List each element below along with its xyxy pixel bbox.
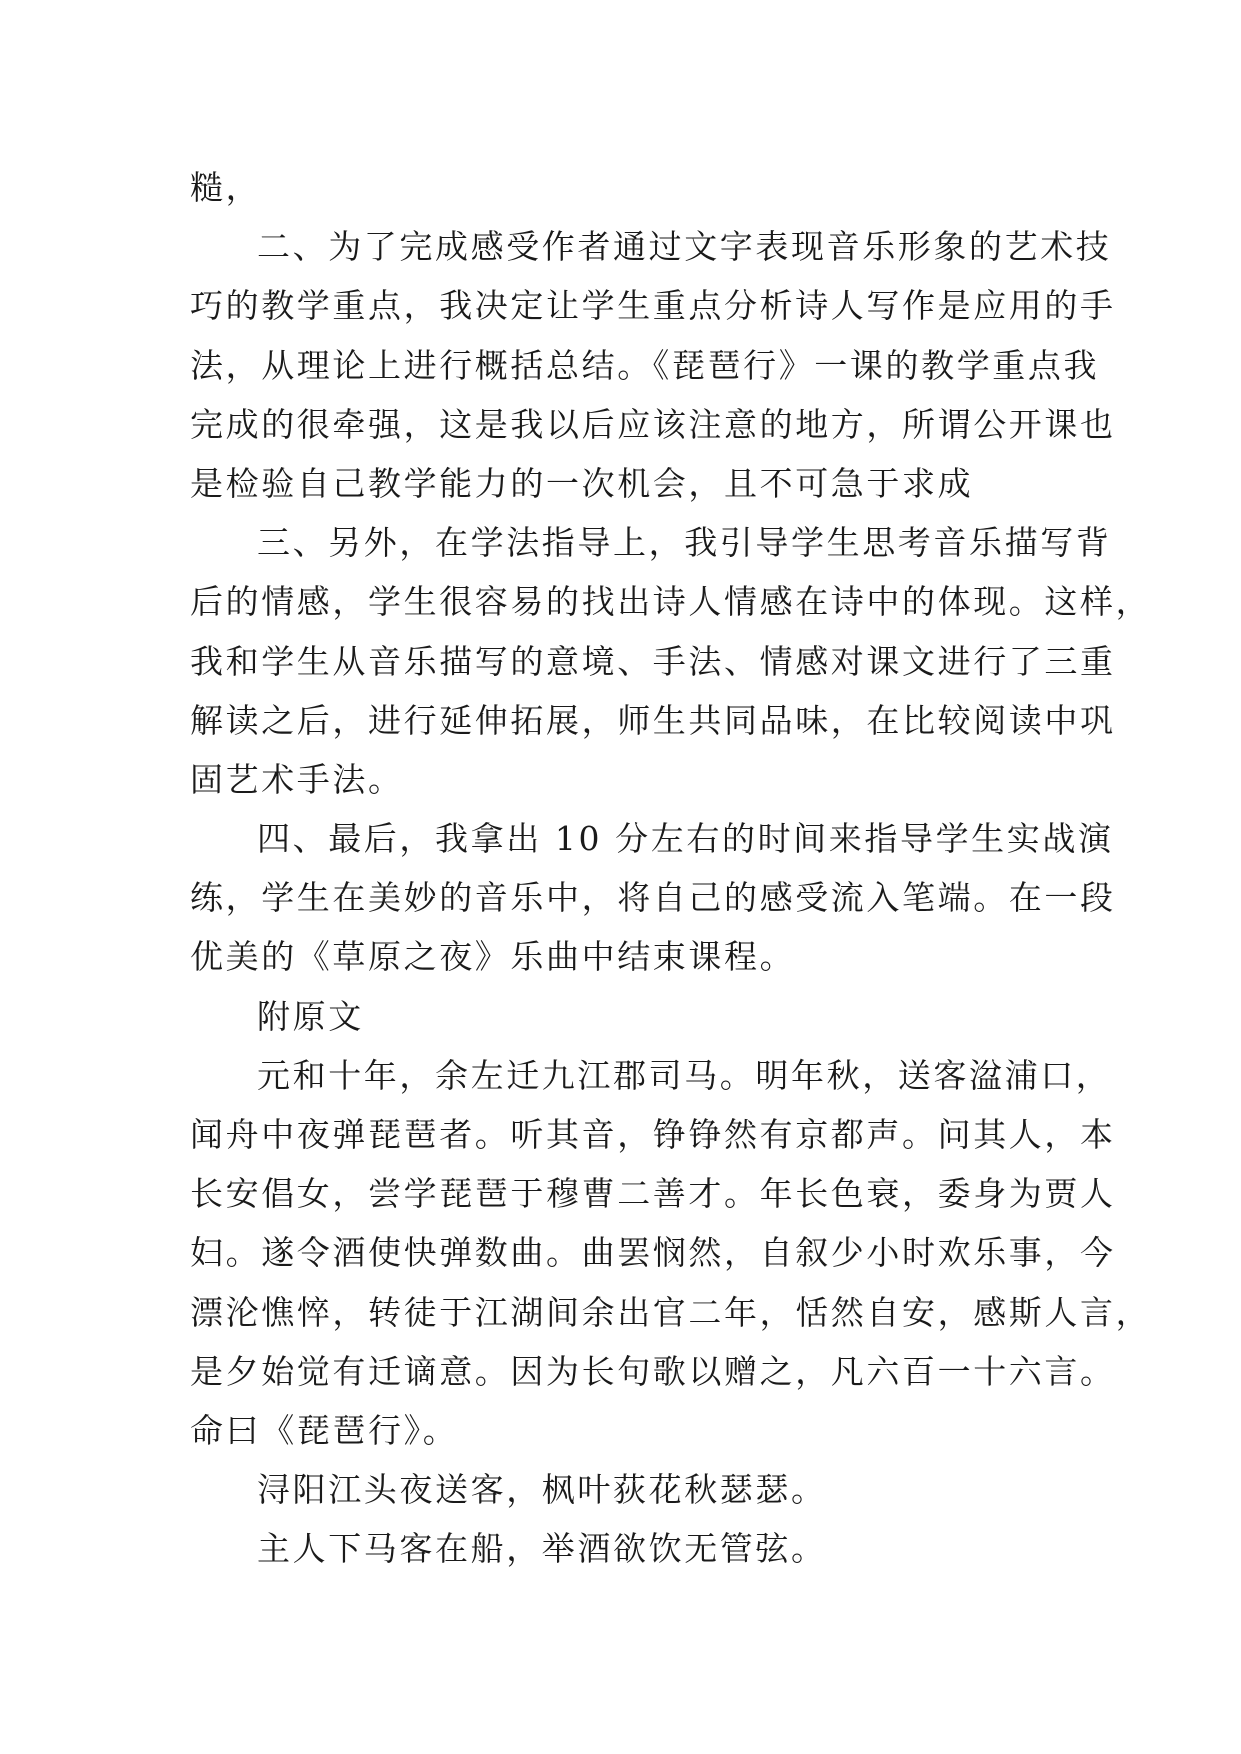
text-line: 元和十年，余左迁九江郡司马。明年秋，送客湓浦口， <box>257 1055 1112 1095</box>
paragraph-point-three <box>190 513 1152 809</box>
text-line: 解读之后，进行延伸拓展，师生共同品味，在比较阅读中巩 <box>190 700 1116 740</box>
text-line: 优美的《草原之夜》乐曲中结束课程。 <box>190 937 796 977</box>
text-line: 是夕始觉有迁谪意。因为长句歌以赠之，凡六百一十六言。 <box>190 1351 1116 1391</box>
text-line: 二、为了完成感受作者通过文字表现音乐形象的艺术技 <box>257 227 1112 267</box>
text-line: 三、另外，在学法指导上，我引导学生思考音乐描写背 <box>257 523 1112 563</box>
text-line: 命曰《琵琶行》。 <box>190 1410 459 1450</box>
paragraph-point-four <box>190 809 1116 987</box>
text-line: 法，从理论上进行概括总结。《琵琶行》一课的教学重点我 <box>190 345 1100 385</box>
poem-verse <box>190 1519 1090 1578</box>
poem-verse <box>190 1460 1090 1519</box>
text-line: 附原文 <box>257 996 364 1036</box>
text-line: 妇。遂令酒使快弹数曲。曲罢悯然，自叙少小时欢乐事，今 <box>190 1233 1116 1273</box>
paragraph-point-two <box>190 217 1116 513</box>
text-line: 是检验自己教学能力的一次机会，且不可急于求成 <box>190 463 974 503</box>
text-line: 后的情感，学生很容易的找出诗人情感在诗中的体现。这样， <box>190 582 1152 622</box>
poem-preface <box>190 1046 1152 1460</box>
text-line: 完成的很牵强，这是我以后应该注意的地方，所谓公开课也 <box>190 404 1116 444</box>
text-line: 闻舟中夜弹琵琶者。听其音，铮铮然有京都声。问其人，本 <box>190 1115 1116 1154</box>
text-line: 长安倡女，尝学琵琶于穆曹二善才。年长色衰，委身为贾人 <box>190 1174 1116 1214</box>
document-page <box>190 158 1152 1579</box>
text-line: 浔阳江头夜送客，枫叶荻花秋瑟瑟。 <box>257 1470 827 1510</box>
text-line: 糙， <box>190 168 262 207</box>
text-line: 四、最后，我拿出 10 分左右的时间来指导学生实战演 <box>257 819 1114 859</box>
text-line: 练，学生在美妙的音乐中，将自己的感受流入笔端。在一段 <box>190 878 1116 918</box>
appendix-heading <box>190 987 1090 1046</box>
text-line: 巧的教学重点，我决定让学生重点分析诗人写作是应用的手 <box>190 286 1116 326</box>
text-line: 固艺术手法。 <box>190 759 404 799</box>
paragraph-continuation <box>190 158 1090 217</box>
text-line: 漂沦憔悴，转徒于江湖间余出官二年，恬然自安，感斯人言， <box>190 1292 1152 1332</box>
text-line: 主人下马客在船，举酒欲饮无管弦。 <box>257 1529 827 1569</box>
text-line: 我和学生从音乐描写的意境、手法、情感对课文进行了三重 <box>190 641 1116 681</box>
